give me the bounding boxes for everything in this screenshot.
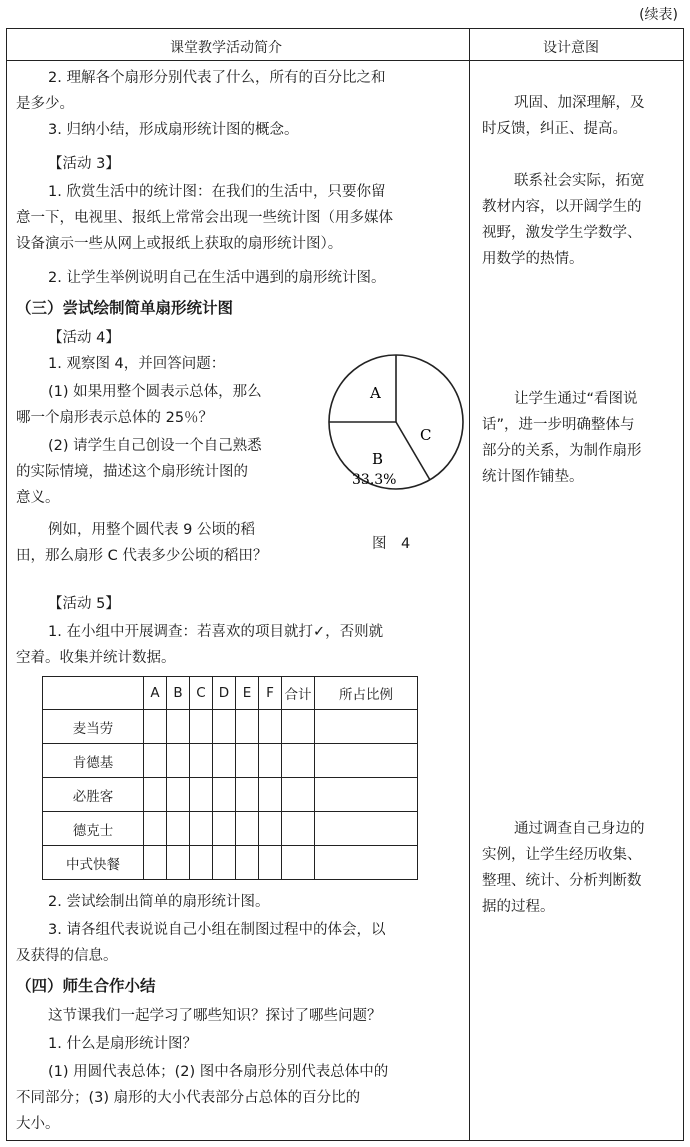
intent-describe-chart: 让学生通过“看图说 xyxy=(514,391,638,407)
activity-5-heading: 【活动 5】 xyxy=(48,596,120,612)
para-review-question: 这节课我们一起学习了哪些知识？探讨了哪些问题？ xyxy=(48,1008,382,1024)
para-definition-2: 不同部分；(3) 扇形的大小代表部分占总体的百分比的 xyxy=(16,1090,361,1106)
para-survey-cont: 空着。收集并统计数据。 xyxy=(16,650,176,666)
intent-real-life-2: 教材内容，以开阔学生的 xyxy=(482,199,642,215)
col-header-d: D xyxy=(213,677,236,710)
header-activities: 课堂教学活动简介 xyxy=(170,40,282,56)
col-header-a: A xyxy=(144,677,167,710)
pie-chart-figure xyxy=(324,350,472,510)
survey-header-row xyxy=(43,677,418,710)
intent-survey-3: 整理、统计、分析判断数 xyxy=(482,873,642,889)
intent-describe-chart-4: 统计图作铺垫。 xyxy=(482,469,584,485)
table-row xyxy=(43,710,418,744)
col-header-proportion: 所占比例 xyxy=(315,677,418,710)
column-divider xyxy=(469,28,470,1141)
question-1-cont: 哪一个扇形表示总体的 25％？ xyxy=(16,410,214,426)
activity-3-heading: 【活动 3】 xyxy=(48,156,120,172)
para-example-cont: 田，那么扇形 C 代表多少公顷的稻田？ xyxy=(16,548,268,564)
table-row xyxy=(43,812,418,846)
intent-real-life-3: 视野，激发学生学数学、 xyxy=(482,225,642,241)
survey-table xyxy=(42,676,418,880)
sector-a-label: A xyxy=(370,384,381,402)
table-row xyxy=(43,778,418,812)
question-1: (1) 如果用整个圆表示总体，那么 xyxy=(48,384,262,400)
intent-real-life: 联系社会实际，拓宽 xyxy=(514,173,645,189)
para-definition-3: 大小。 xyxy=(16,1116,60,1132)
para-survey: 1. 在小组中开展调查：若喜欢的项目就打✓，否则就 xyxy=(48,624,384,640)
activity-4-heading: 【活动 4】 xyxy=(48,330,120,346)
intent-survey: 通过调查自己身边的 xyxy=(514,821,645,837)
header-blank-cell xyxy=(43,677,144,710)
table-row xyxy=(43,846,418,880)
table-row xyxy=(43,744,418,778)
para-understand-sectors-cont: 是多少。 xyxy=(16,96,74,112)
question-2-cont: 的实际情境，描述这个扇形统计图的 xyxy=(16,464,248,480)
para-understand-sectors: 2. 理解各个扇形分别代表了什么，所有的百分比之和 xyxy=(48,70,386,86)
para-appreciate-charts-3: 设备演示一些从网上或报纸上获取的扇形统计图）。 xyxy=(16,236,343,252)
para-appreciate-charts-2: 意一下，电视里、报纸上常常会出现一些统计图（用多媒体 xyxy=(16,210,393,226)
header-divider xyxy=(6,60,684,61)
para-appreciate-charts: 1. 欣赏生活中的统计图：在我们的生活中，只要你留 xyxy=(48,184,386,200)
para-definition: (1) 用圆代表总体；(2) 图中各扇形分别代表总体中的 xyxy=(48,1064,389,1080)
para-what-is-pie-chart: 1. 什么是扇形统计图？ xyxy=(48,1036,197,1052)
sector-b-percent: 33.3% xyxy=(352,472,397,488)
continued-label: (续表) xyxy=(639,7,678,23)
intent-describe-chart-3: 部分的关系，为制作扇形 xyxy=(482,443,642,459)
para-draw-chart: 2. 尝试绘制出简单的扇形统计图。 xyxy=(48,894,270,910)
question-2: (2) 请学生自己创设一个自己熟悉 xyxy=(48,438,262,454)
row-label-kfc: 肯德基 xyxy=(43,744,144,778)
intent-consolidate-cont: 时反馈，纠正、提高。 xyxy=(482,121,627,137)
figure-4-caption: 图 4 xyxy=(372,536,411,552)
col-header-c: C xyxy=(190,677,213,710)
intent-survey-4: 据的过程。 xyxy=(482,899,555,915)
para-examples: 2. 让学生举例说明自己在生活中遇到的扇形统计图。 xyxy=(48,270,386,286)
intent-describe-chart-2: 话”，进一步明确整体与 xyxy=(482,417,635,433)
row-label-chinese-fastfood: 中式快餐 xyxy=(43,846,144,880)
row-label-mcdonalds: 麦当劳 xyxy=(43,710,144,744)
sector-b-label: B xyxy=(372,450,384,468)
para-group-report: 3. 请各组代表说说自己小组在制图过程中的体会，以 xyxy=(48,922,386,938)
intent-real-life-4: 用数学的热情。 xyxy=(482,251,584,267)
row-label-pizzahut: 必胜客 xyxy=(43,778,144,812)
question-2-end: 意义。 xyxy=(16,490,60,506)
header-design-intent: 设计意图 xyxy=(543,40,599,56)
para-summarize: 3. 归纳小结，形成扇形统计图的概念。 xyxy=(48,122,299,138)
row-label-dicos: 德克士 xyxy=(43,812,144,846)
col-header-total: 合计 xyxy=(282,677,315,710)
para-example: 例如，用整个圆代表 9 公顷的稻 xyxy=(48,522,255,538)
section-4-heading: （四）师生合作小结 xyxy=(16,977,156,995)
intent-consolidate: 巩固、加深理解，及 xyxy=(514,95,645,111)
col-header-f: F xyxy=(259,677,282,710)
section-3-heading: （三）尝试绘制简单扇形统计图 xyxy=(16,299,234,317)
sector-c-label: C xyxy=(420,426,432,444)
para-group-report-cont: 及获得的信息。 xyxy=(16,948,118,964)
intent-survey-2: 实例，让学生经历收集、 xyxy=(482,847,642,863)
col-header-b: B xyxy=(167,677,190,710)
para-observe-fig4: 1. 观察图 4，并回答问题： xyxy=(48,356,226,372)
col-header-e: E xyxy=(236,677,259,710)
